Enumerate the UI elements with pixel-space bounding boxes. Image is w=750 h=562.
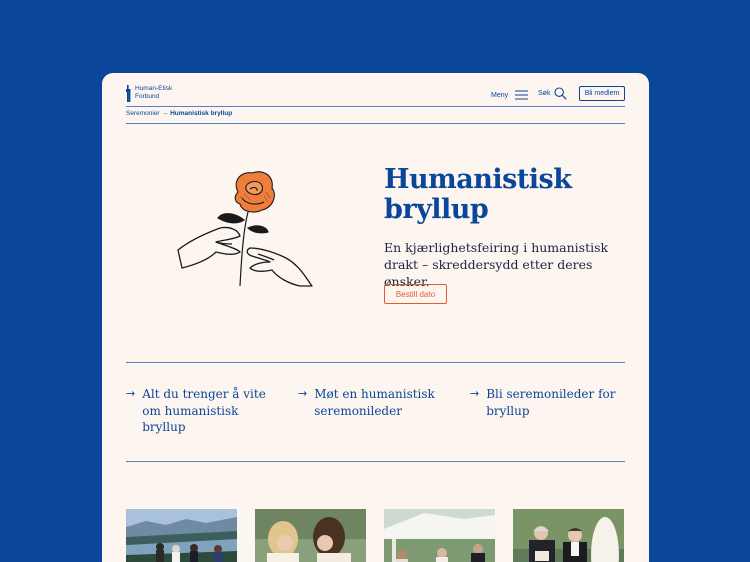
link-become-officiant-label: Bli seremonileder for bryllup (486, 387, 616, 418)
links-bottom-divider (126, 461, 625, 462)
page-card (102, 73, 649, 562)
link-meet-officiant[interactable] (298, 386, 448, 419)
logo-line-2: Forbund (135, 92, 160, 100)
link-info[interactable] (126, 386, 274, 436)
join-button[interactable]: Bli medlem (579, 86, 625, 101)
breadcrumb-separator: → (161, 110, 169, 117)
menu-button[interactable] (491, 90, 528, 100)
logo[interactable] (126, 85, 172, 102)
wedding-photo-fjord[interactable] (126, 509, 237, 562)
page-title (384, 165, 624, 225)
wedding-photo-ceremony[interactable] (513, 509, 624, 562)
wedding-photo-couple[interactable] (255, 509, 366, 562)
hamburger-icon (515, 90, 528, 100)
arrow-right-icon: → (470, 387, 480, 400)
quick-links (126, 362, 625, 461)
logo-text (135, 85, 172, 100)
link-meet-officiant-label: Møt en humanistisk seremonileder (314, 387, 435, 418)
search-button[interactable] (538, 87, 567, 100)
search-icon (554, 87, 567, 100)
rose-illustration-icon (174, 168, 316, 288)
breadcrumb-parent[interactable]: Seremonier (126, 110, 160, 117)
page-title-line-1: Humanistisk (384, 164, 572, 195)
header-divider (126, 106, 625, 107)
hero-subtitle: En kjærlighetsfeiring i humanistisk drakt – skreddersydd etter deres ønsker. (384, 240, 609, 289)
logo-line-1: Human-Etisk (135, 85, 173, 92)
link-info-label: Alt du trenger å vite om humanistisk bryllup (142, 387, 266, 434)
logo-icon (126, 85, 131, 102)
breadcrumb-current: Humanistisk bryllup (170, 110, 233, 117)
page-title-line-2: bryllup (384, 194, 489, 225)
arrow-right-icon: → (298, 387, 308, 400)
book-date-button[interactable]: Bestill dato (384, 284, 447, 304)
wedding-photo-tent[interactable] (384, 509, 495, 562)
arrow-right-icon: → (126, 387, 136, 400)
breadcrumb-divider (126, 123, 625, 124)
search-label: Søk (538, 90, 551, 97)
breadcrumb (126, 110, 232, 117)
link-become-officiant[interactable] (470, 386, 625, 419)
menu-label: Meny (491, 91, 509, 99)
